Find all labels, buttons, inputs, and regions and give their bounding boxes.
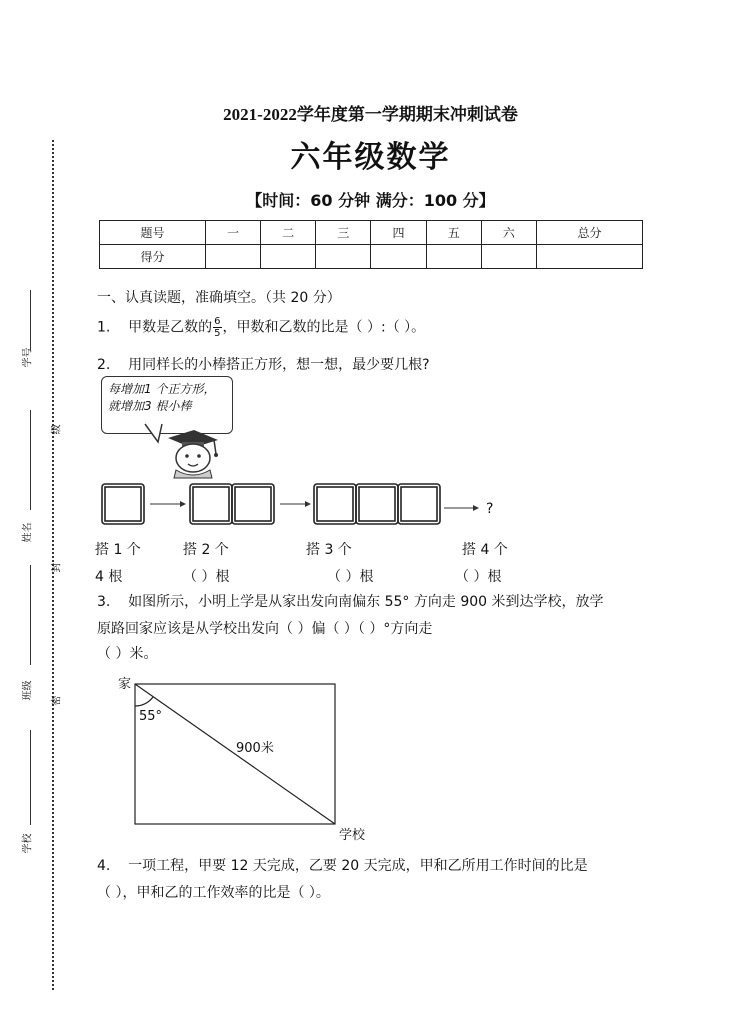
sticks-figure-2 [190, 484, 274, 524]
question-text: 用同样长的小棒搭正方形，想一想，最少要几根? [128, 357, 430, 373]
score-row-label: 得分 [100, 245, 206, 269]
angle-label: 55° [139, 709, 163, 724]
exam-meta: 【时间：60 分钟 满分：100 分】 [246, 191, 495, 210]
school-label: 学校 [339, 828, 366, 843]
distance-label: 900米 [236, 741, 274, 756]
score-table [99, 220, 643, 269]
page-title: 六年级数学 [290, 140, 451, 175]
stick-count-1: 4 根 [95, 569, 123, 585]
home-label: 家 [118, 677, 132, 692]
sticks-figure-1 [102, 484, 144, 524]
fraction [213, 316, 221, 339]
score-table-header-row [100, 221, 643, 245]
score-header-cell: 二 [261, 221, 316, 245]
exam-term-title: 2021-2022学年度第一学期期末冲刺试卷 [223, 105, 518, 124]
question-3-line-2[interactable]: 原路回家应该是从学校出发向（ ）偏（ ）（ ）°方向走 [97, 621, 433, 637]
question-number: 1. [97, 319, 111, 336]
label-school: 学校 [22, 833, 34, 854]
score-cell[interactable] [316, 245, 371, 269]
angle-arc [135, 697, 153, 706]
path-line [135, 684, 335, 824]
score-cell[interactable] [481, 245, 536, 269]
question-1 [97, 316, 425, 339]
question-text: 如图所示，小明上学是从家出发向南偏东 55° 方向走 900 米到达学校，放学 [128, 594, 604, 610]
figure-label-2: 搭 2 个 [183, 542, 229, 558]
label-secret: 密 [51, 695, 63, 706]
stick-count-answer-2[interactable]: （ ）根 [183, 569, 230, 585]
score-header-cell: 总分 [536, 221, 642, 245]
label-name: 姓名 [22, 522, 34, 543]
question-text-answer[interactable]: ，甲数和乙数的比是（ ）:（ ）。 [222, 319, 426, 336]
bubble-tail [145, 424, 162, 442]
sticks-diagram [90, 420, 510, 530]
score-header-cell: 题号 [100, 221, 206, 245]
direction-diagram [115, 672, 385, 842]
figure-label-1: 搭 1 个 [95, 542, 141, 558]
score-cell[interactable] [261, 245, 316, 269]
question-text: 一项工程，甲要 12 天完成，乙要 20 天完成，甲和乙所用工作时间的比是 [128, 858, 588, 874]
stick-count-answer-4[interactable]: （ ）根 [455, 569, 502, 585]
score-header-cell: 一 [206, 221, 261, 245]
question-text: 甲数是乙数的 [128, 319, 213, 336]
sticks-figure-3 [314, 484, 440, 524]
section-heading: 一、认真读题，准确填空。（共 20 分） [97, 290, 341, 306]
question-3 [97, 591, 604, 611]
binding-underline-3 [30, 565, 31, 665]
stick-count-answer-3[interactable]: （ ）根 [327, 569, 374, 585]
bubble-line: 就增加3 根小棒 [108, 399, 192, 413]
score-header-cell: 六 [481, 221, 536, 245]
bubble-line: 每增加1 个正方形， [108, 382, 216, 396]
graduate-cartoon-icon [168, 430, 218, 478]
fraction-numerator: 6 [214, 316, 221, 327]
binding-underline-4 [30, 730, 31, 825]
score-cell[interactable] [426, 245, 481, 269]
binding-underline-2 [30, 410, 31, 510]
score-cell[interactable] [536, 245, 642, 269]
question-number: 2. [97, 357, 111, 373]
score-header-cell: 四 [371, 221, 426, 245]
score-header-cell: 三 [316, 221, 371, 245]
figure-label-4: 搭 4 个 [462, 542, 508, 558]
label-seal: 封 [51, 562, 63, 573]
question-4-line-2[interactable]: （ ），甲和乙的工作效率的比是（ ）。 [97, 885, 330, 901]
binding-underline-1 [30, 290, 31, 350]
fraction-denominator: 5 [214, 328, 221, 339]
score-cell[interactable] [206, 245, 261, 269]
question-3-line-3[interactable]: （ ）米。 [97, 646, 158, 662]
label-class: 班级 [22, 680, 34, 701]
label-grade: 级 [51, 424, 63, 435]
score-cell[interactable] [371, 245, 426, 269]
question-2 [97, 354, 430, 374]
figure-label-3: 搭 3 个 [306, 542, 352, 558]
question-number: 4. [97, 858, 111, 874]
question-number: 3. [97, 594, 111, 610]
label-student-id: 学号 [22, 347, 34, 368]
score-table-score-row [100, 245, 643, 269]
unknown-question-mark: ? [486, 501, 494, 517]
score-header-cell: 五 [426, 221, 481, 245]
question-4 [97, 855, 588, 875]
